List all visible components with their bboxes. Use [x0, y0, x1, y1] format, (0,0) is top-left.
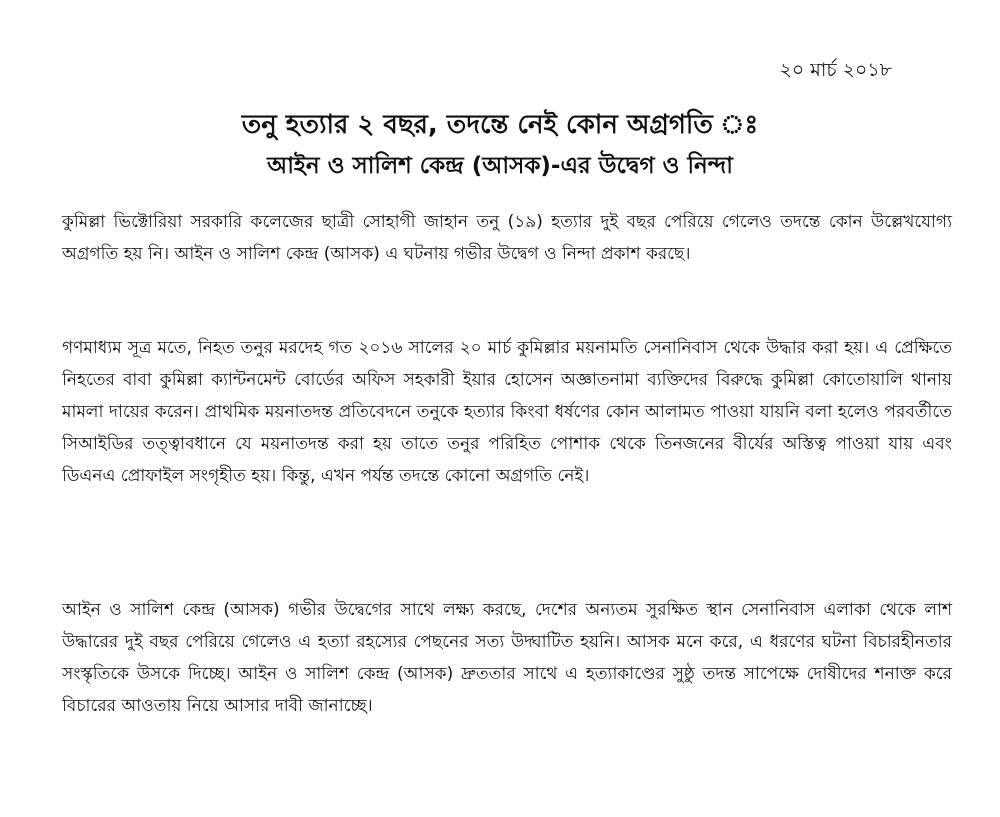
body-paragraph-3: আইন ও সালিশ কেন্দ্র (আসক) গভীর উদ্বেগের সাথে লক্ষ্য করছে, দেশের অন্যতম সুরক্ষিত স্থান সেনানিবাস এলাকা থেকে লাশ উদ্ধারের দুই বছর পেরিয়ে গেলেও এ হত্যা রহস্যের পেছনের সত্য উদ্ঘাটিত হয়নি। আসক মনে করে, এ ধরণের ঘটনা বিচারহীনতার সংস্কৃতিকে উসকে দিচ্ছে। আইন ও সালিশ কেন্দ্র (আসক) দ্রুততার সাথে এ হত্যাকাণ্ডের সুষ্ঠু তদন্ত সাপেক্ষে দোষীদের শনাক্ত করে বিচারের আওতায় নিয়ে আসার দাবী জানাচ্ছে। — [62, 600, 952, 716]
sub-headline: আইন ও সালিশ কেন্দ্র (আসক)-এর উদ্বেগ ও নিন্দা — [267, 153, 733, 179]
release-date: ২০ মার্চ ২০১৮ — [779, 59, 892, 81]
body-paragraph-2: গণমাধ্যম সূত্র মতে, নিহত তনুর মরদেহ গত ২০১৬ সালের ২০ মার্চ কুমিল্লার ময়নামতি সেনানিবাস থেকে উদ্ধার করা হয়। এ প্রেক্ষিতে নিহতের বাবা কুমিল্লা ক্যান্টনমেন্ট বোর্ডের অফিস সহকারী ইয়ার হোসেন অজ্ঞাতনামা ব্যক্তিদের বিরুদ্ধে কুমিল্লা কোতোয়ালি থানায় মামলা দায়ের করেন। প্রাথমিক ময়নাতদন্ত প্রতিবেদনে তনুকে হত্যার কিংবা ধর্ষণের কোন আলামত পাওয়া যায়নি বলা হলেও পরবর্তীতে সিআইডির তত্ত্বাবধানে যে ময়নাতদন্ত করা হয় তাতে তনুর পরিহিত পোশাক থেকে তিনজনের বীর্যের অস্তিত্ব পাওয়া যায় এবং ডিএনএ প্রোফাইল সংগৃহীত হয়। কিন্তু, এখন পর্যন্ত তদন্তে কোনো অগ্রগতি নেই। — [62, 338, 952, 486]
headline: তনু হত্যার ২ বছর, তদন্তে নেই কোন অগ্রগতি ঃ — [241, 110, 759, 140]
body-paragraph-1: কুমিল্লা ভিক্টোরিয়া সরকারি কলেজের ছাত্রী সোহাগী জাহান তনু (১৯) হত্যার দুই বছর পেরিয়ে গেলেও তদন্তে কোন উল্লেখযোগ্য অগ্রগতি হয় নি। আইন ও সালিশ কেন্দ্র (আসক) এ ঘটনায় গভীর উদ্বেগ ও নিন্দা প্রকাশ করছে। — [62, 212, 952, 264]
